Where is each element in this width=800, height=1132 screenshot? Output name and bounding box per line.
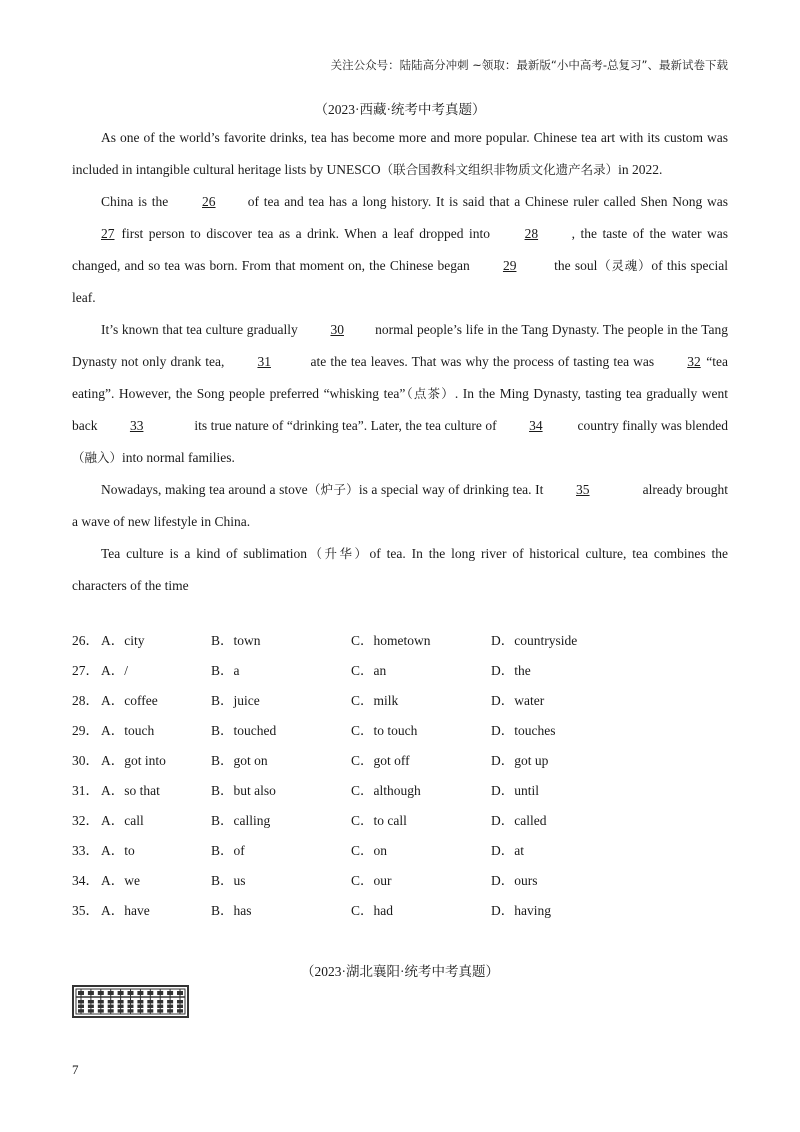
blank-27: 27 [101, 226, 115, 241]
option-b: B．town [211, 633, 261, 648]
question-row [72, 893, 728, 923]
question-row [72, 743, 728, 773]
abacus-bead [118, 991, 124, 995]
abacus-bead [147, 1000, 153, 1003]
paragraph-2 [72, 186, 728, 314]
text: its true nature of “drinking tea”. Later, the tea culture of [194, 418, 497, 433]
blank-26: 26 [202, 194, 216, 209]
option-b: B．touched [211, 723, 277, 738]
abacus-bead [147, 991, 153, 995]
abacus-bead [157, 1005, 163, 1008]
abacus-bead [128, 1005, 134, 1008]
abacus-bead [88, 991, 94, 995]
abacus-bead [108, 1009, 114, 1012]
option-d: D．having [491, 903, 551, 918]
question-number: 34． [72, 873, 99, 888]
option-d: D．touches [491, 723, 556, 738]
text: in 2022. [618, 162, 663, 177]
text: As one of the world’s favorite drinks, tea has become more and more popular. Chinese tea art with its custom was included in intangible cultural heritage lists by UNESCO [72, 130, 728, 177]
text: is a special way of drinking tea. It [358, 482, 544, 497]
abacus-bead [137, 991, 143, 995]
option-b: B．but also [211, 783, 276, 798]
abacus-bead [137, 1000, 143, 1003]
option-d: D．at [491, 843, 524, 858]
abacus-bead [137, 1005, 143, 1008]
blank-31: 31 [257, 354, 271, 369]
option-a: A．we [101, 873, 140, 888]
abacus-bead [78, 1009, 84, 1012]
option-c: C．had [351, 903, 393, 918]
option-d: D．ours [491, 873, 538, 888]
text: of tea. In the long river of historical culture, tea combines the characters of the time [72, 546, 728, 593]
chinese-gloss: （升华） [307, 546, 370, 561]
abacus-bead [98, 1005, 104, 1008]
text: of tea and tea has a long history. It is said that a Chinese ruler called Shen Nong was [247, 194, 729, 209]
option-c: C．although [351, 783, 421, 798]
source-line-bottom: （2023·湖北襄阳·统考中考真题） [301, 964, 499, 979]
option-c: C．to call [351, 813, 407, 828]
text: It’s known that tea culture gradually [101, 322, 298, 337]
abacus-bead [118, 1005, 124, 1008]
text: ate the tea leaves. That was why the process of tasting tea was [310, 354, 655, 369]
abacus-bead [98, 1000, 104, 1003]
header-note: 关注公众号：陆陆高分冲刺 ~领取：最新版“小中高考-总复习”、最新试卷下载 [330, 58, 728, 72]
question-row [72, 863, 728, 893]
blank-33: 33 [129, 418, 144, 433]
page-number: 7 [72, 1062, 79, 1077]
abacus-icon [72, 985, 189, 1018]
text: already brought a wave of new lifestyle in China. [72, 482, 729, 529]
abacus-bead [167, 1005, 173, 1008]
option-b: B．has [211, 903, 252, 918]
abacus-bead [108, 991, 114, 995]
question-row [72, 653, 728, 683]
chinese-gloss: （联合国教科文组织非物质文化遗产名录） [380, 162, 619, 177]
abacus-bead [78, 1000, 84, 1003]
option-b: B．got on [211, 753, 268, 768]
abacus-bead [147, 1009, 153, 1012]
option-c: C．to touch [351, 723, 418, 738]
paragraph-1 [72, 122, 728, 186]
question-number: 31． [72, 783, 99, 798]
source-line-top: （2023·西藏·统考中考真题） [314, 102, 486, 117]
option-d: D．countryside [491, 633, 578, 648]
chinese-gloss: （灵魂） [597, 258, 652, 273]
chinese-gloss: （炉子） [307, 482, 359, 497]
abacus-bead [88, 1005, 94, 1008]
abacus-bead [137, 1009, 143, 1012]
abacus-bead [128, 1009, 134, 1012]
blank-30: 30 [330, 322, 344, 337]
option-d: D．the [491, 663, 531, 678]
option-c: C．hometown [351, 633, 431, 648]
option-d: D．water [491, 693, 545, 708]
abacus-bead [177, 991, 183, 995]
text: Tea culture is a kind of sublimation [101, 546, 307, 561]
text: country finally was blended [577, 418, 729, 433]
question-number: 27． [72, 663, 99, 678]
chinese-gloss: （点茶） [405, 386, 455, 401]
abacus-bead [108, 1005, 114, 1008]
option-a: A．call [101, 813, 144, 828]
blank-32: 32 [687, 354, 701, 369]
chinese-gloss: （融入） [72, 450, 123, 465]
abacus-bead [147, 1005, 153, 1008]
question-row [72, 773, 728, 803]
text: China is the [101, 194, 169, 209]
question-number: 28． [72, 693, 99, 708]
abacus-bead [78, 1005, 84, 1008]
text: Nowadays, making tea around a stove [101, 482, 308, 497]
question-row [72, 623, 728, 653]
abacus-bead [88, 1000, 94, 1003]
option-d: D．called [491, 813, 547, 828]
option-a: A．/ [101, 663, 128, 678]
abacus-bead [167, 991, 173, 995]
blank-28: 28 [524, 226, 539, 241]
question-row [72, 833, 728, 863]
text: the soul [554, 258, 598, 273]
option-a: A．got into [101, 753, 166, 768]
question-number: 35． [72, 903, 99, 918]
question-number: 30． [72, 753, 99, 768]
option-b: B．us [211, 873, 246, 888]
text: . In the Ming Dynasty, tasting tea gradually went back [72, 386, 728, 433]
text: first person to discover tea as a drink. When a leaf dropped into [121, 226, 491, 241]
abacus-bead [167, 1009, 173, 1012]
abacus-bead [108, 1000, 114, 1003]
option-a: A．so that [101, 783, 160, 798]
blank-35: 35 [576, 482, 590, 497]
abacus-bead [157, 991, 163, 995]
question-row [72, 803, 728, 833]
abacus-bead [118, 1000, 124, 1003]
question-number: 33． [72, 843, 99, 858]
text: of this special leaf. [72, 258, 728, 305]
abacus-bead [118, 1009, 124, 1012]
option-d: D．until [491, 783, 540, 798]
question-row [72, 713, 728, 743]
option-b: B．of [211, 843, 245, 858]
option-c: C．got off [351, 753, 410, 768]
option-a: A．city [101, 633, 145, 648]
option-c: C．our [351, 873, 392, 888]
paragraph-5 [72, 538, 728, 602]
abacus-bead [177, 1005, 183, 1008]
question-number: 26． [72, 633, 99, 648]
option-a: A．coffee [101, 693, 158, 708]
abacus-bead [177, 1009, 183, 1012]
abacus-bead [157, 1009, 163, 1012]
option-a: A．to [101, 843, 135, 858]
question-number: 29． [72, 723, 99, 738]
option-a: A．touch [101, 723, 155, 738]
option-c: C．milk [351, 693, 399, 708]
option-d: D．got up [491, 753, 549, 768]
abacus-bead [78, 991, 84, 995]
abacus-bead [177, 1000, 183, 1003]
passage [72, 122, 728, 602]
abacus-bead [128, 991, 134, 995]
option-b: B．a [211, 663, 240, 678]
abacus-bead [98, 991, 104, 995]
option-a: A．have [101, 903, 150, 918]
text: “tea eating”. However, the Song people preferred “whisking tea” [72, 354, 729, 401]
blank-34: 34 [529, 418, 543, 433]
text: normal people’s life in the Tang Dynasty. The people in the Tang Dynasty not only drank tea, [72, 322, 728, 369]
option-b: B．juice [211, 693, 260, 708]
text: , the taste of the water was changed, and so tea was born. From that moment on, the Chinese began [72, 226, 729, 273]
abacus-bead [157, 1000, 163, 1003]
text: into normal families. [122, 450, 235, 465]
question-list [72, 623, 728, 923]
abacus-bead [167, 1000, 173, 1003]
blank-29: 29 [502, 258, 517, 273]
option-b: B．calling [211, 813, 271, 828]
question-row [72, 683, 728, 713]
option-c: C．an [351, 663, 387, 678]
paragraph-3 [72, 314, 728, 474]
abacus-bead [98, 1009, 104, 1012]
abacus-bead [128, 1000, 134, 1003]
paragraph-4 [72, 474, 728, 538]
option-c: C．on [351, 843, 388, 858]
question-number: 32． [72, 813, 99, 828]
abacus-bead [88, 1009, 94, 1012]
